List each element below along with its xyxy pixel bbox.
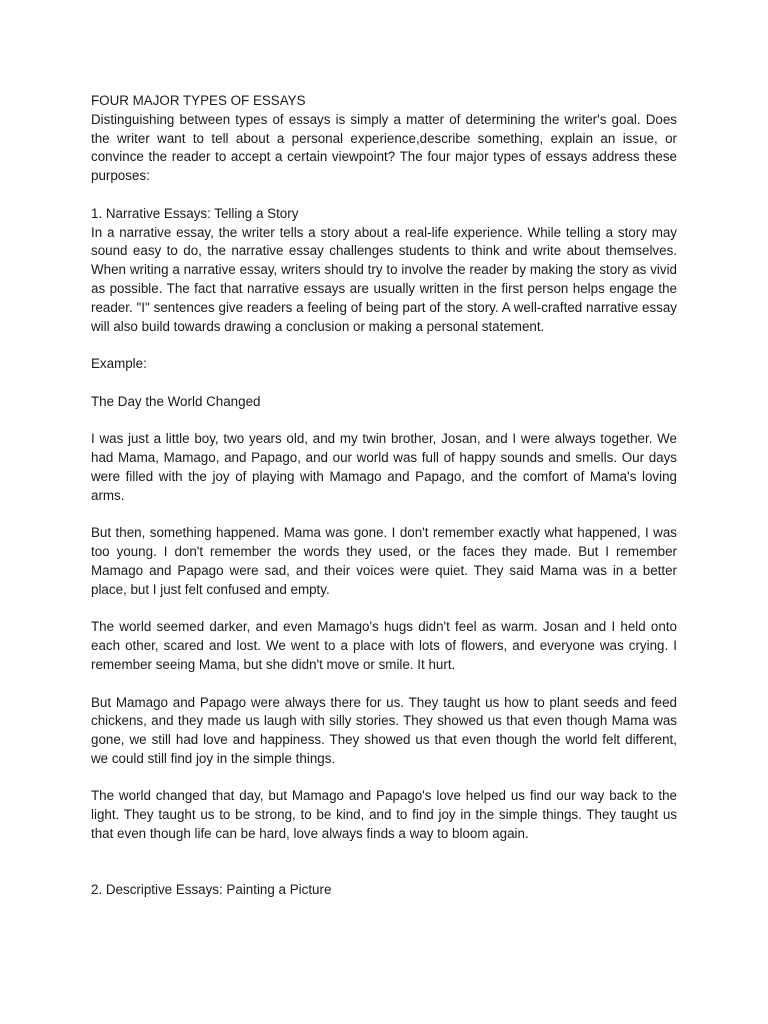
spacer — [91, 186, 677, 205]
story-paragraph-2: But then, something happened. Mama was gone. I don't remember exactly what happened, I was too young. I don't remember the words they used, or the faces they made. But I remember Mamago and Papago were sad, and their voices were quiet. They said Mama was in a better place, but I just felt confused and empty. — [91, 525, 677, 597]
spacer — [91, 412, 677, 431]
spacer — [91, 336, 677, 355]
spacer — [91, 374, 677, 393]
intro-paragraph: Distinguishing between types of essays is simply a matter of determining the writer's goal. Does the writer want to tell about a personal experience,describe something, explain an issue, or convince the reader to accept a certain viewpoint? The four major types of essays address these purposes: — [91, 111, 677, 184]
example-title: The Day the World Changed — [91, 393, 261, 409]
story-paragraph-4: But Mamago and Papago were always there for us. They taught us how to plant seeds and feed chickens, and they made us laugh with silly stories. They showed us that even though Mama was gone, we still had love and happiness. They showed us that even though the world felt different, we could still find joy in the simple things. — [91, 694, 677, 766]
section-1-heading: 1. Narrative Essays: Telling a Story — [91, 205, 299, 221]
spacer — [91, 506, 677, 525]
example-label: Example: — [91, 356, 147, 372]
section-1-body: In a narrative essay, the writer tells a story about a real-life experience. While telling a story may sound easy to do, the narrative essay challenges students to think and write about themselves. When writing a narrative essay, writers should try to involve the reader by making the story as vivid as possible. The fact that narrative essays are usually written in the first person helps engage the reader. "I" sentences give readers a feeling of being part of the story. A well-crafted narrative essay will also build towards drawing a conclusion or making a personal statement. — [91, 224, 677, 334]
story-paragraph-5: The world changed that day, but Mamago and Papago's love helped us find our way back to the light. They taught us to be strong, to be kind, and to find joy in the simple things. They taught us that even though life can be hard, love always finds a way to bloom again. — [91, 788, 677, 842]
spacer — [91, 844, 677, 882]
spacer — [91, 600, 677, 619]
section-2-heading: 2. Descriptive Essays: Painting a Picture — [91, 882, 332, 898]
spacer — [91, 675, 677, 694]
document-title: FOUR MAJOR TYPES OF ESSAYS — [91, 93, 306, 108]
story-paragraph-3: The world seemed darker, and even Mamago's hugs didn't feel as warm. Josan and I held onto each other, scared and lost. We went to a place with lots of flowers, and everyone was crying. I remember seeing Mama, but she didn't move or smile. It hurt. — [91, 619, 677, 672]
document-body — [91, 92, 677, 900]
spacer — [91, 769, 677, 788]
story-paragraph-1: I was just a little boy, two years old, and my twin brother, Josan, and I were always together. We had Mama, Mamago, and Papago, and our world was full of happy sounds and smells. Our days were filled with the joy of playing with Mamago and Papago, and the comfort of Mama's loving arms. — [91, 431, 677, 503]
